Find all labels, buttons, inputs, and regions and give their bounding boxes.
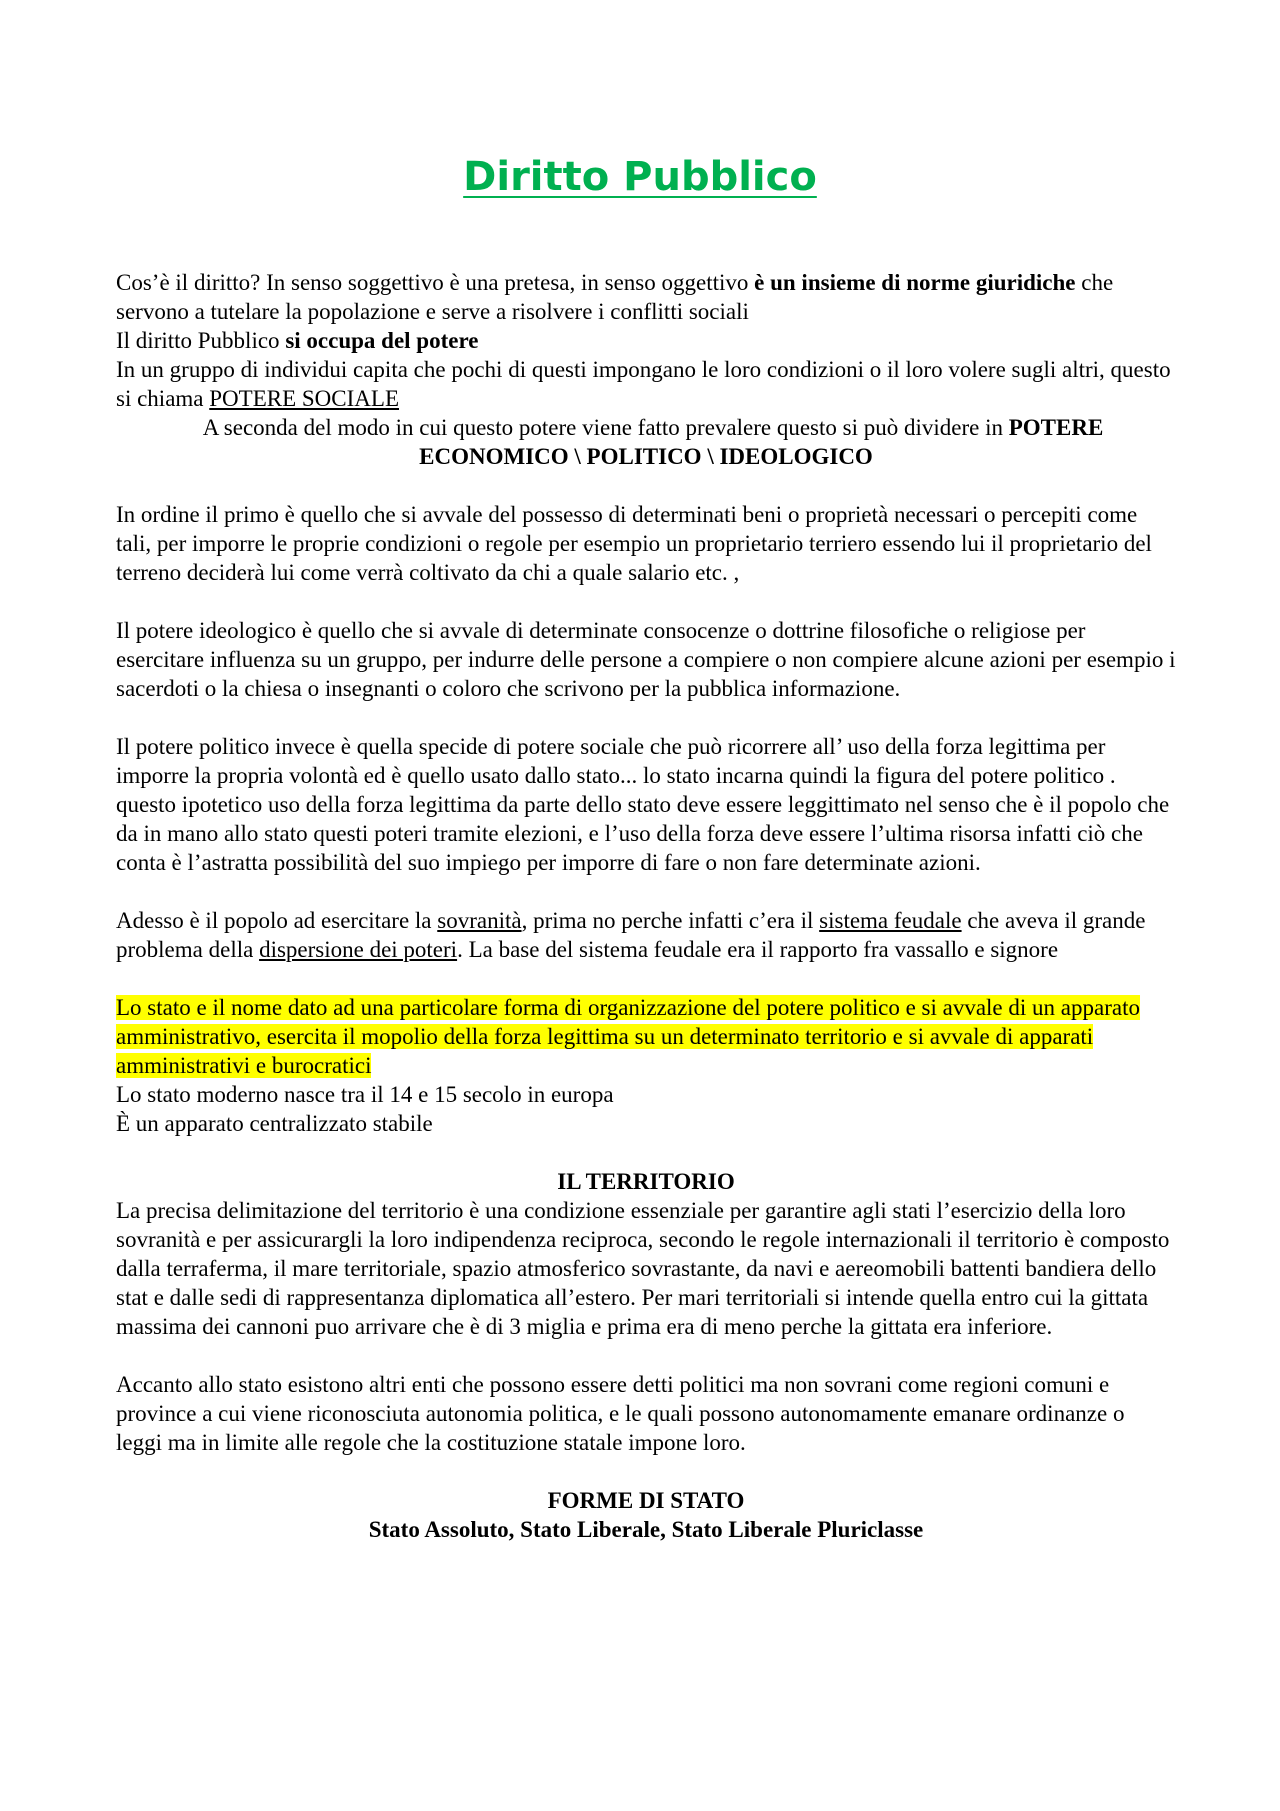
heading-forms-of-state: FORME DI STATO	[547, 1488, 745, 1513]
underlined-social-power: POTERE SOCIALE	[209, 386, 399, 411]
subheading-forms-of-state: Stato Assoluto, Stato Liberale, Stato Liberale Pluriclasse	[368, 1517, 924, 1542]
document-body	[116, 268, 1176, 1544]
paragraph-state-definition	[116, 993, 1176, 1080]
paragraph-political-power: Il potere politico invece è quella specide di potere sociale che può ricorrere all’ uso della forza legittima per imporre la propria volontà ed è quello usato dallo stato... lo stato incarna quindi la figura del potere politico . questo ipotetico uso della forza legittima da parte dello stato deve essere leggittimato nel senso che è il popolo che da in mano allo stato questi poteri tramite elezioni, e l’uso della forza deve essere l’ultima risorsa infatti ciò che conta è l’astratta possibilità del suo impiego per imporre di fare o non fare determinate azioni.	[116, 734, 1170, 875]
bold-power-types: POTERE ECONOMICO \ POLITICO \ IDEOLOGICO	[419, 415, 1104, 469]
bold-power: si occupa del potere	[285, 328, 479, 353]
paragraph-sovereignty: Adesso è il popolo ad esercitare la sovranità, prima no perche infatti c’era il sistema feudale che aveva il grande problema della dispersione dei poteri. La base del sistema feudale era il rapporto fra vassallo e signore	[116, 908, 1146, 962]
heading-territory: IL TERRITORIO	[557, 1169, 735, 1194]
underlined-feudal-system: sistema feudale	[819, 908, 962, 933]
paragraph-public-law: Il diritto Pubblico si occupa del potere	[116, 328, 479, 353]
document-title	[0, 152, 1280, 202]
paragraph-power-types: A seconda del modo in cui questo potere viene fatto prevalere questo si può dividere in POTERE ECONOMICO \ POLITICO \ IDEOLOGICO	[202, 415, 1104, 469]
title-text: Diritto Pubblico	[463, 154, 817, 200]
paragraph-economic-power: In ordine il primo è quello che si avvale del possesso di determinati beni o proprietà necessari o percepiti come tali, per imporre le proprie condizioni o regole per esempio un proprietario terriero essendo lui il proprietario del terreno deciderà lui come verrà coltivato da chi a quale salario etc. ,	[116, 502, 1152, 585]
paragraph-social-power: In un gruppo di individui capita che pochi di questi impongano le loro condizioni o il loro volere sugli altri, questo si chiama POTERE SOCIALE	[116, 357, 1171, 411]
underlined-sovereignty: sovranità	[437, 908, 522, 933]
bold-definition: è un insieme di norme giuridiche	[754, 270, 1076, 295]
paragraph-territory: La precisa delimitazione del territorio è una condizione essenziale per garantire agli stati l’esercizio della loro sovranità e per assicurargli la loro indipendenza reciproca, secondo le regole internazionali il territorio è composto dalla terraferma, il mare territoriale, spazio atmosferico sovrastante, da navi e aereomobili battenti bandiera dello stat e dalle sedi di rappresentanza diplomatica all’estero. Per mari territoriali si intende quella entro cui la gittata massima dei cannoni puo arrivare che è di 3 miglia e prima era di meno perche la gittata era inferiore.	[116, 1198, 1170, 1339]
paragraph-ideological-power: Il potere ideologico è quello che si avvale di determinate consocenze o dottrine filosofiche o religiose per esercitare influenza su un gruppo, per indurre delle persone a compiere o non compiere alcune azioni per esempio i sacerdoti o la chiesa o insegnanti o coloro che scrivono per la pubblica informazione.	[116, 618, 1176, 701]
paragraph-other-entities: Accanto allo stato esistono altri enti che possono essere detti politici ma non sovrani come regioni comuni e province a cui viene riconosciuta autonomia politica, e le quali possono autonomamente emanare ordinanze o leggi ma in limite alle regole che la costituzione statale impone loro.	[116, 1372, 1125, 1455]
underlined-power-dispersion: dispersione dei poteri	[259, 937, 458, 962]
highlighted-state-definition: Lo stato e il nome dato ad una particolare forma di organizzazione del potere politico e si avvale di un apparato amministrativo, esercita il mopolio della forza legittima su un determinato territorio e si avvale di apparati amministrativi e burocratici	[116, 995, 1140, 1078]
paragraph-centralized-apparatus: È un apparato centralizzato stabile	[116, 1111, 433, 1136]
paragraph-modern-state: Lo stato moderno nasce tra il 14 e 15 secolo in europa	[116, 1082, 614, 1107]
paragraph-definition: Cos’è il diritto? In senso soggettivo è una pretesa, in senso oggettivo è un insieme di norme giuridiche che servono a tutelare la popolazione e serve a risolvere i conflitti sociali	[116, 270, 1114, 324]
